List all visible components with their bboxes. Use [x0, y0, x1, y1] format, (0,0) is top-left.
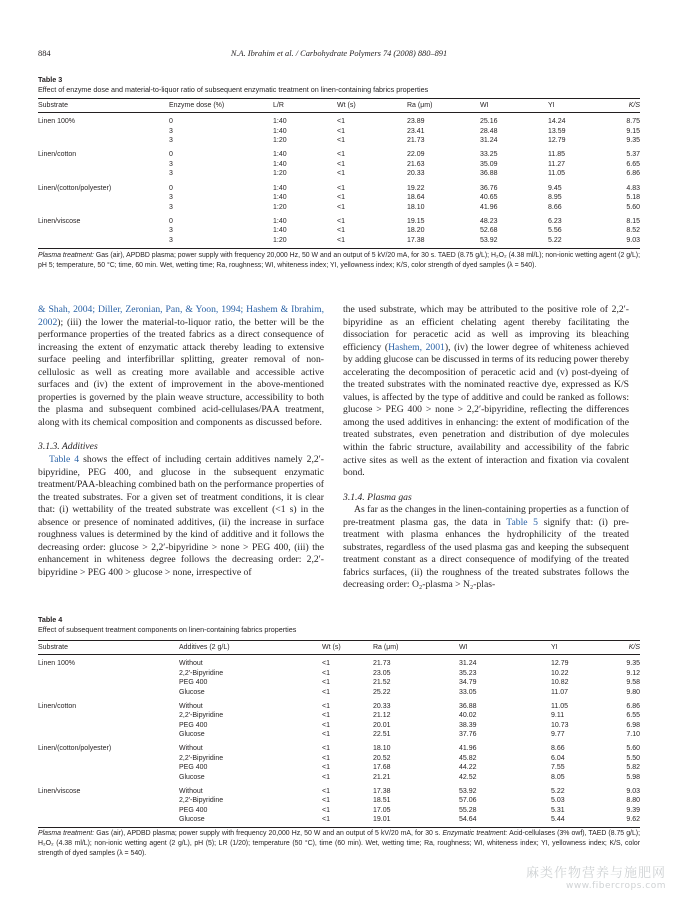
table-cell: <1 — [322, 806, 330, 814]
table-cell: 0 — [169, 217, 173, 225]
table4-note-label-2: Enzymatic treatment: — [442, 830, 508, 837]
table-cell: <1 — [337, 184, 345, 192]
table-cell: 3 — [169, 203, 173, 211]
table-cell: 1:20 — [273, 236, 287, 244]
table-substrate-cell: Linen/(cotton/polyester) — [38, 745, 112, 753]
table-cell: Without — [179, 660, 203, 667]
table-header-cell: Ra (μm) — [407, 102, 433, 109]
table-cell: <1 — [322, 688, 330, 696]
table-cell: 3 — [169, 170, 173, 178]
table-cell: 8.66 — [548, 203, 562, 211]
table-cell: <1 — [337, 194, 345, 202]
table-header-cell: K/S — [628, 644, 640, 651]
table-cell: 23.89 — [407, 118, 425, 125]
table-cell: <1 — [337, 203, 345, 211]
table-cell: <1 — [337, 236, 345, 244]
table-cell: <1 — [322, 669, 330, 677]
table-cell: 1:40 — [273, 184, 287, 192]
citation-link-hashem[interactable]: Hashem, 2001 — [388, 341, 445, 353]
table-cell: <1 — [322, 754, 330, 762]
table-cell: 5.82 — [626, 764, 640, 772]
table-cell: 0 — [169, 118, 173, 125]
table-cell: 40.02 — [459, 712, 477, 720]
table-cell: 3 — [169, 137, 173, 145]
table-cell: <1 — [337, 127, 345, 135]
table-cell: 8.95 — [548, 194, 562, 202]
table-cell: 21.73 — [373, 660, 391, 667]
table-cell: 1:40 — [273, 160, 287, 168]
table-cell: <1 — [337, 227, 345, 235]
table-cell: 6.65 — [626, 160, 640, 168]
table-substrate-cell: Linen 100% — [38, 660, 75, 667]
table4-note-label: Plasma treatment: — [38, 830, 95, 837]
table-cell: 23.41 — [407, 127, 425, 135]
table-cell: 9.15 — [626, 127, 640, 135]
table-cell: 8.52 — [626, 227, 640, 235]
table3-caption-text: Effect of enzyme dose and material-to-liquor ratio of subsequent enzymatic treatment on linen-containing fabrics properties — [38, 84, 429, 94]
table-cell: 21.73 — [407, 137, 425, 145]
table-cell: 11.27 — [548, 160, 565, 168]
table-cell: PEG 400 — [179, 679, 208, 687]
table-cell: 9.35 — [626, 660, 640, 667]
table-cell: 13.59 — [548, 127, 566, 135]
journal-running-head: N.A. Ibrahim et al. / Carbohydrate Polymers 74 (2008) 880–891 — [230, 49, 448, 58]
table-cell: <1 — [322, 702, 330, 710]
table-cell: 9.03 — [626, 236, 640, 244]
table-cell: <1 — [337, 137, 345, 145]
table-cell: 41.96 — [480, 203, 498, 211]
table-cell: 4.83 — [626, 184, 640, 192]
table-cell: 6.86 — [626, 702, 640, 710]
table-cell: 7.10 — [626, 731, 640, 739]
table-cell: 21.21 — [373, 773, 391, 781]
table-header-cell: WI — [459, 644, 468, 651]
table-rule-bottom — [38, 827, 640, 828]
table-cell: 18.51 — [373, 797, 391, 805]
table-cell: <1 — [322, 731, 330, 739]
table-cell: 12.79 — [548, 137, 566, 145]
left-paragraph-1: & Shah, 2004; Diller, Zeronian, Pan, & Yoon, 1994; Hashem & Ibrahim, 2002); (iii) the lower the material-to-liquor ratio, the better will be the performance properties of the treated fabrics as a direct consequence of increasing the extent of enzymatic attack thereby leading to extensive surface peeling and interfibrillar splitting, greater removal of non-cellulosic as well as creating more available and accessible active surfaces and (iv) the extent of improvement in the above-mentioned properties is governed by the plain weave structure, accessibility to both the plasma and subsequent combined acid-cellulases/PAA treatment, along with its chemical composition and components as discussed before. — [38, 304, 324, 428]
table-cell: 18.10 — [373, 745, 391, 753]
table-cell: 1:40 — [273, 194, 287, 202]
right-paragraph-2: As far as the changes in the linen-containing properties as a function of pre-treatment plasma gas, the data in Table 5 signify that: (i) pre-treatment with plasma enhances the hydrophilicity of the treated substrates, regardless of the used plasma gas and keeping the subsequent treatment constant as a direct consequence of modifying of the treated fabrics surfaces, (ii) the roughness of the treated substrates follows the decreasing order: O₂-plasma > N₂-plas- — [343, 504, 629, 591]
table-cell: 36.88 — [480, 170, 498, 178]
table-cell: Glucose — [179, 688, 205, 696]
table-cell: 3 — [169, 160, 173, 168]
table-cell: 1:40 — [273, 151, 287, 159]
table-cell: 9.62 — [626, 816, 640, 824]
table-cell: 1:40 — [273, 127, 287, 135]
table-cell: 20.52 — [373, 754, 391, 762]
table-cell: 19.15 — [407, 217, 425, 225]
table-cell: 10.22 — [551, 669, 569, 677]
table-cell: <1 — [322, 816, 330, 824]
table-cell: <1 — [337, 217, 345, 225]
table-cell: 36.76 — [480, 184, 498, 192]
table-cell: Glucose — [179, 816, 205, 824]
table-cell: 31.24 — [459, 660, 477, 667]
table-cell: 11.85 — [548, 151, 565, 159]
table-header-cell: Enzyme dose (%) — [169, 102, 225, 109]
table-cell: 5.37 — [626, 151, 640, 159]
table-cell: 44.22 — [459, 764, 477, 772]
table-cell: 9.11 — [551, 712, 565, 720]
table-cell: 18.20 — [407, 227, 425, 235]
table-cell: 1:40 — [273, 118, 287, 125]
table-cell: 9.77 — [551, 731, 565, 739]
table-cell: Without — [179, 745, 203, 753]
watermark-site-name: 麻类作物营养与施肥网 — [525, 866, 666, 881]
table-header-cell: YI — [548, 102, 555, 109]
table4-footnote: Plasma treatment: Gas (air), APDBD plasma; power supply with frequency 20,000 Hz, 50 W and an output of 5 kV/20 mA, for 30 s. Enzymatic treatment: Acid-cellulases (3% owf), TAED (8.75 g/L); H₂O₂ (4.38 ml/L); non-ionic wetting agent (2 g/L), pH (5); LR (1/20); temperature (50 °C), time (60 min). Wet, wetting time; Ra, roughness; WI, whiteness index; YI, yellowness index; K/S, color strength of dyed samples (λ = 540). — [38, 830, 640, 857]
table-cell: 22.51 — [373, 731, 391, 739]
table-cell: 31.24 — [480, 137, 498, 145]
table-cell: 9.12 — [626, 669, 640, 677]
table-cell: 0 — [169, 184, 173, 192]
table-cell: <1 — [337, 118, 345, 125]
table-substrate-cell: Linen/(cotton/polyester) — [38, 184, 112, 192]
right-paragraph-1: the used substrate, which may be attributed to the positive role of 2,2′-bipyridine as an efficient chelating agent thereby facilitating the dissociation for peracetic acid as well as improving its bleaching efficiency (Hashem, 2001), (iv) the lower degree of whiteness achieved by adding glucose can be discussed in terms of its reducing power thereby accelerating the decomposition of peracetic acid and (v) post-dyeing of the treated substrates with the nominated reactive dye, expressed as K/S values, is affected by the type of additive and could be ranked as follows: glucose > PEG 400 > none > 2,2′-bipyridine, reflecting the differences among the used additives in enhancing: the extent of modification of the treated substrates, even penetration and distribution of dye molecules within the fabric structure, availability and accessibility of the fabric active sites as well as the extent of interaction and fixation via covalent bond. — [343, 304, 630, 479]
table-cell: 1:20 — [273, 170, 287, 178]
table-cell: 25.22 — [373, 688, 391, 696]
table-cell: 5.44 — [551, 816, 565, 824]
table-cell: 17.38 — [373, 787, 391, 795]
table-cell: <1 — [322, 660, 330, 667]
table-cell: <1 — [322, 773, 330, 781]
table-cell: 0 — [169, 151, 173, 159]
table-substrate-cell: Linen/viscose — [38, 217, 81, 225]
table-cell: 2,2′-Bipyridine — [179, 669, 224, 677]
table3-note-text: Gas (air), APDBD plasma; power supply with frequency 20,000 Hz, 50 W and an output of 5 kV/20 mA, for 30 s. TAED (8.75 g/L); H₂O₂ (4.38 ml/L); non-ionic wetting agent (2 g/L); pH 5; temperature, 50 °C; time, 60 min. Wet, wetting time; Ra, roughness; WI, whiteness index; YI, yellowness index; K/S, color strength of dyed samples (λ = 540). — [38, 252, 640, 269]
table-cell: 5.22 — [551, 787, 565, 795]
table-cell: 21.12 — [373, 712, 391, 720]
body-column-left — [38, 304, 324, 579]
table-header-cell: WI — [480, 102, 489, 109]
table-cell: 8.15 — [626, 217, 640, 225]
table3-label: Table 3 — [38, 75, 63, 84]
table-cell: 6.23 — [548, 217, 562, 225]
table-cell: 42.52 — [459, 773, 477, 781]
page-number: 884 — [38, 49, 51, 58]
table-cell: 8.05 — [551, 773, 565, 781]
table-header-cell: Wt (s) — [322, 644, 341, 651]
table-cell: 8.75 — [626, 118, 640, 125]
table-header-cell: YI — [551, 644, 558, 651]
table-cell: <1 — [322, 797, 330, 805]
table-cell: 1:40 — [273, 227, 287, 235]
table-rule-top — [38, 640, 640, 641]
table-cell: 20.33 — [373, 702, 391, 710]
table-cell: 3 — [169, 194, 173, 202]
table-header-cell: L/R — [273, 102, 284, 109]
body-column-right — [343, 304, 629, 592]
table-cell: 6.55 — [626, 712, 640, 720]
table-cell: 17.05 — [373, 806, 391, 814]
table4-caption-text: Effect of subsequent treatment components on linen-containing fabrics properties — [38, 624, 297, 634]
table-cell: 10.82 — [551, 679, 569, 687]
table-cell: 41.96 — [459, 745, 477, 753]
table-substrate-cell: Linen 100% — [38, 118, 75, 125]
table-cell: Without — [179, 787, 203, 795]
table-cell: 48.23 — [480, 217, 498, 225]
table-cell: 23.05 — [373, 669, 391, 677]
table-cell: 17.68 — [373, 764, 391, 772]
table-cell: 25.16 — [480, 118, 498, 125]
table-cell: <1 — [322, 764, 330, 772]
table-cell: 5.60 — [626, 745, 640, 753]
table-cell: 55.28 — [459, 806, 477, 814]
table-cell: 18.64 — [407, 194, 425, 202]
running-header — [38, 49, 640, 63]
left-paragraph-2: Table 4 shows the effect of including certain additives namely 2,2′-bipyridine, PEG 400, and glucose in the subsequent enzymatic treatment/PAA-bleaching combined bath on the performance properties of the treated substrates. For a given set of treatment conditions, it is clear that: (i) wettability of the treated substrate was excellent (<1 s) in the absence or presence of nominated additives, (ii) the increase in surface roughness values is determined by the kind of additive and it follows the decreasing order: glucose > 2,2′-bipyridine > none > PEG 400, (iii) the enhancement in whiteness degree follows the decreasing order: 2,2′-bipyridine > PEG 400 > glucose > none, irrespective of — [38, 454, 324, 578]
table-header-cell: Ra (μm) — [373, 644, 399, 651]
table-cell: 2,2′-Bipyridine — [179, 712, 224, 720]
table-cell: 3 — [169, 227, 173, 235]
table-cell: 36.88 — [459, 702, 477, 710]
watermark — [526, 862, 666, 891]
table-cell: 5.03 — [551, 797, 565, 805]
table-cell: 10.73 — [551, 721, 569, 729]
table-cell: 38.39 — [459, 721, 477, 729]
table-cell: 1:40 — [273, 217, 287, 225]
table-rule-header — [38, 112, 640, 113]
section-heading-plasma-gas: 3.1.4. Plasma gas — [343, 491, 412, 503]
table-cell: 12.79 — [551, 660, 569, 667]
table-cell: 9.35 — [626, 137, 640, 145]
section-heading-additives: 3.1.3. Additives — [38, 441, 98, 453]
table-cell: 14.24 — [548, 118, 566, 125]
table-cell: 2,2′-Bipyridine — [179, 797, 224, 805]
table-cell: 9.58 — [626, 679, 640, 687]
table5-link[interactable]: Table 5 — [506, 516, 538, 528]
table-cell: 6.04 — [551, 754, 565, 762]
table-cell: <1 — [322, 712, 330, 720]
table-cell: 3 — [169, 127, 173, 135]
table4 — [38, 640, 640, 827]
table-cell: 9.45 — [548, 184, 562, 192]
table-rule-header — [38, 654, 640, 655]
table-header-cell: Additives (2 g/L) — [179, 644, 230, 651]
table-cell: 33.25 — [480, 151, 498, 159]
table-cell: 19.01 — [373, 816, 391, 824]
table-cell: 22.09 — [407, 151, 425, 159]
table-cell: 9.39 — [626, 806, 640, 814]
table-cell: 18.10 — [407, 203, 425, 211]
table3-footnote — [38, 251, 640, 271]
table-cell: 53.92 — [459, 787, 477, 795]
table-cell: 35.23 — [459, 669, 477, 677]
table-cell: 5.18 — [626, 194, 640, 202]
watermark-url: www.fibercrops.com — [566, 881, 666, 891]
table-cell: 2,2′-Bipyridine — [179, 754, 224, 762]
table-cell: 8.80 — [626, 797, 640, 805]
table-header-cell: Substrate — [38, 644, 68, 651]
table-cell: 53.92 — [480, 236, 498, 244]
table3-caption — [38, 75, 428, 94]
table-header-cell: Substrate — [38, 102, 68, 109]
table-cell: 37.76 — [459, 731, 477, 739]
table-substrate-cell: Linen/cotton — [38, 702, 77, 710]
table-cell: 7.55 — [551, 764, 565, 772]
table-cell: 6.98 — [626, 721, 640, 729]
table-cell: 33.05 — [459, 688, 477, 696]
table-cell: Glucose — [179, 773, 205, 781]
table3 — [38, 98, 640, 248]
table4-caption — [38, 615, 296, 634]
table4-link[interactable]: Table 4 — [49, 454, 80, 466]
table-cell: 57.06 — [459, 797, 477, 805]
table-cell: 11.07 — [551, 688, 568, 696]
table-cell: 19.22 — [407, 184, 425, 192]
table-cell: <1 — [322, 745, 330, 753]
table-cell: 5.50 — [626, 754, 640, 762]
table-cell: <1 — [337, 170, 345, 178]
table-cell: 6.86 — [626, 170, 640, 178]
table-cell: 21.63 — [407, 160, 425, 168]
table-cell: 34.79 — [459, 679, 477, 687]
table-cell: 5.22 — [548, 236, 562, 244]
table-cell: 9.80 — [626, 688, 640, 696]
citation-link[interactable]: & Shah, 2004; Diller, Zeronian, Pan, & Yoon, 1994; Hashem & Ibrahim, 2002 — [38, 304, 324, 328]
table-cell: 8.66 — [551, 745, 565, 753]
table-cell: 5.56 — [548, 227, 562, 235]
table-cell: 1:20 — [273, 203, 287, 211]
table-cell: Glucose — [179, 731, 205, 739]
table-cell: 20.01 — [373, 721, 391, 729]
table-rule-top — [38, 98, 640, 99]
table-cell: PEG 400 — [179, 764, 208, 772]
table-cell: 21.52 — [373, 679, 391, 687]
table-cell: 54.64 — [459, 816, 477, 824]
table-cell: 11.05 — [548, 170, 565, 178]
table-cell: PEG 400 — [179, 806, 208, 814]
table-cell: <1 — [322, 721, 330, 729]
table-cell: <1 — [337, 160, 345, 168]
table-header-cell: K/S — [628, 102, 640, 109]
table-cell: 20.33 — [407, 170, 425, 178]
table-cell: 52.68 — [480, 227, 498, 235]
table-cell: 40.65 — [480, 194, 498, 202]
table-cell: 17.38 — [407, 236, 425, 244]
table-rule-bottom — [38, 248, 640, 249]
table-cell: <1 — [337, 151, 345, 159]
table-cell: 11.05 — [551, 702, 568, 710]
table-cell: <1 — [322, 787, 330, 795]
table-cell: 45.82 — [459, 754, 477, 762]
table-substrate-cell: Linen/viscose — [38, 787, 81, 795]
table-cell: 28.48 — [480, 127, 498, 135]
table-cell: 9.03 — [626, 787, 640, 795]
table4-label: Table 4 — [38, 615, 63, 624]
table-cell: 5.60 — [626, 203, 640, 211]
table3-note-label: Plasma treatment: — [38, 252, 94, 259]
table-cell: Without — [179, 702, 203, 710]
table-substrate-cell: Linen/cotton — [38, 151, 77, 159]
table-cell: 1:20 — [273, 137, 287, 145]
table-cell: 5.31 — [551, 806, 565, 814]
table-header-cell: Wt (s) — [337, 102, 356, 109]
table-cell: PEG 400 — [179, 721, 208, 729]
table-cell: 35.09 — [480, 160, 498, 168]
table-cell: <1 — [322, 679, 330, 687]
table-cell: 5.98 — [626, 773, 640, 781]
table-cell: 3 — [169, 236, 173, 244]
